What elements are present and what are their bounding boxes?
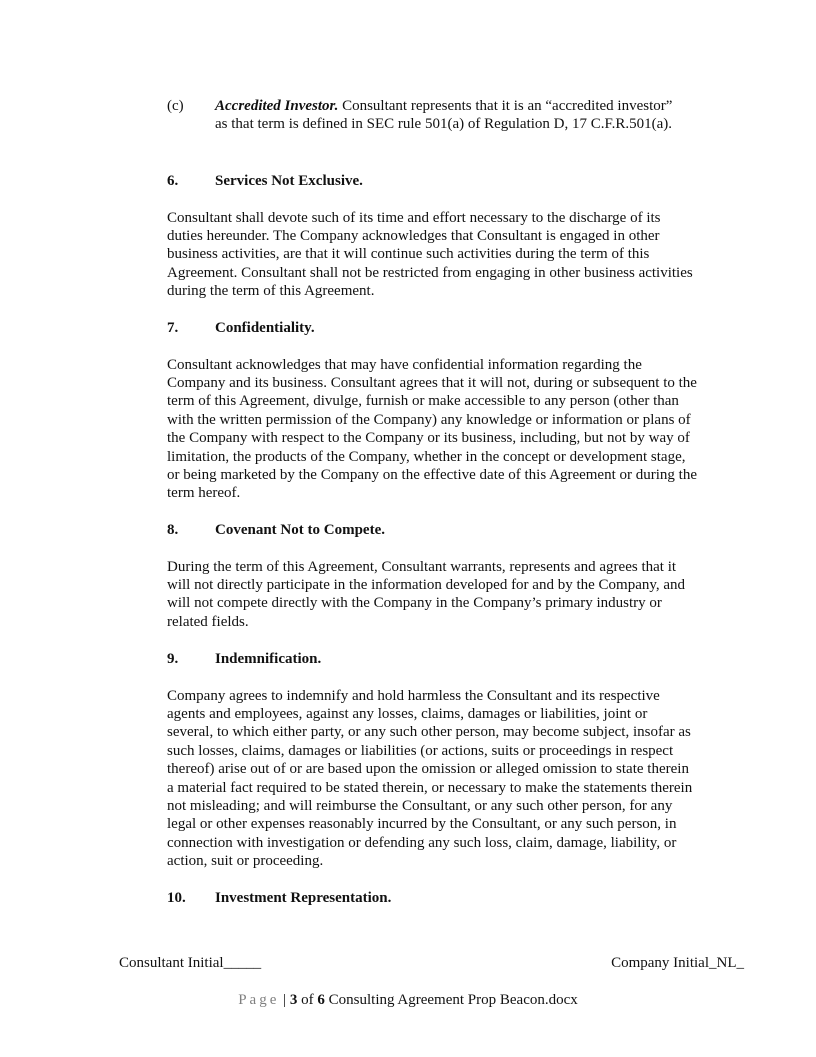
consultant-initial: Consultant Initial_____ — [119, 955, 262, 971]
subsection-text — [215, 97, 675, 134]
company-initial: Company Initial_NL_ — [611, 955, 744, 971]
section-6 — [167, 172, 707, 301]
subsection-c — [167, 97, 707, 134]
section-heading — [167, 889, 707, 907]
initials-row — [119, 954, 744, 974]
section-heading — [167, 650, 707, 668]
section-heading — [167, 172, 707, 190]
of-word: of — [297, 992, 318, 1008]
section-title: Confidentiality. — [215, 320, 315, 336]
total-pages: 6 — [317, 992, 325, 1008]
section-number: 7. — [167, 320, 179, 336]
section-title: Covenant Not to Compete. — [215, 522, 385, 538]
subsection-label: (c) — [167, 98, 184, 114]
footer-separator: | — [279, 992, 290, 1008]
section-heading — [167, 319, 707, 337]
subsection-heading: Accredited Investor. — [215, 98, 339, 114]
section-8 — [167, 521, 707, 631]
section-title: Services Not Exclusive. — [215, 173, 363, 189]
section-9 — [167, 650, 707, 871]
section-number: 10. — [167, 890, 186, 906]
section-body: Company agrees to indemnify and hold harmless the Consultant and its respective agents and employees, against any losses, claims, damages or liabilities, joint or several, to which either party, or any such other person, may become subject, insofar as such losses, claims, damages or liabilities (or actions, suits or proceedings in respect thereof) arise out of or are based upon the omission or alleged omission to state therein a material fact required to be stated therein, or necessary to make the statements therein not misleading; and will reimburse the Consultant, or any such other person, for any legal or other expenses reasonably incurred by the Consultant, or any such person, in connection with investigation or defending any such loss, claim, damage, liability, or action, suit or proceeding. — [167, 687, 693, 870]
section-7 — [167, 319, 707, 503]
section-number: 9. — [167, 651, 179, 667]
section-number: 6. — [167, 173, 179, 189]
section-title: Indemnification. — [215, 651, 322, 667]
page-number: 3 — [289, 992, 298, 1008]
page-footer — [0, 991, 816, 1009]
section-title: Investment Representation. — [215, 890, 392, 906]
document-name: Consulting Agreement Prop Beacon.docx — [324, 992, 578, 1008]
section-10 — [167, 889, 707, 907]
subsection-body: Consultant represents that it is an “accredited investor” as that term is defined in SEC rule 501(a) of Regulation D, 17 C.F.R.501(a). — [215, 98, 673, 133]
section-heading — [167, 521, 707, 539]
section-number: 8. — [167, 522, 179, 538]
page-word: Page — [238, 992, 280, 1008]
section-body: Consultant acknowledges that may have confidential information regarding the Company and its business. Consultant agrees that it will not, during or subsequent to the term of this Agreement, divulge, furnish or make accessible to any person (other than with the written permission of the Company) any knowledge or information or plans of the Company with respect to the Company or its business, including, but not by way of limitation, the products of the Company, whether in the concept or development stage, or being marketed by the Company on the effective date of this Agreement or during the term hereof. — [167, 356, 697, 502]
section-body: During the term of this Agreement, Consultant warrants, represents and agrees that it will not directly participate in the information developed for and by the Company, and will not compete directly with the Company in the Company’s primary industry or related fields. — [167, 558, 686, 630]
section-body: Consultant shall devote such of its time and effort necessary to the discharge of its duties hereunder. The Company acknowledges that Consultant is engaged in other business activities, are that it will continue such activities during the term of this Agreement. Consultant shall not be restricted from engaging in other business activities during the term of this Agreement. — [167, 209, 693, 300]
